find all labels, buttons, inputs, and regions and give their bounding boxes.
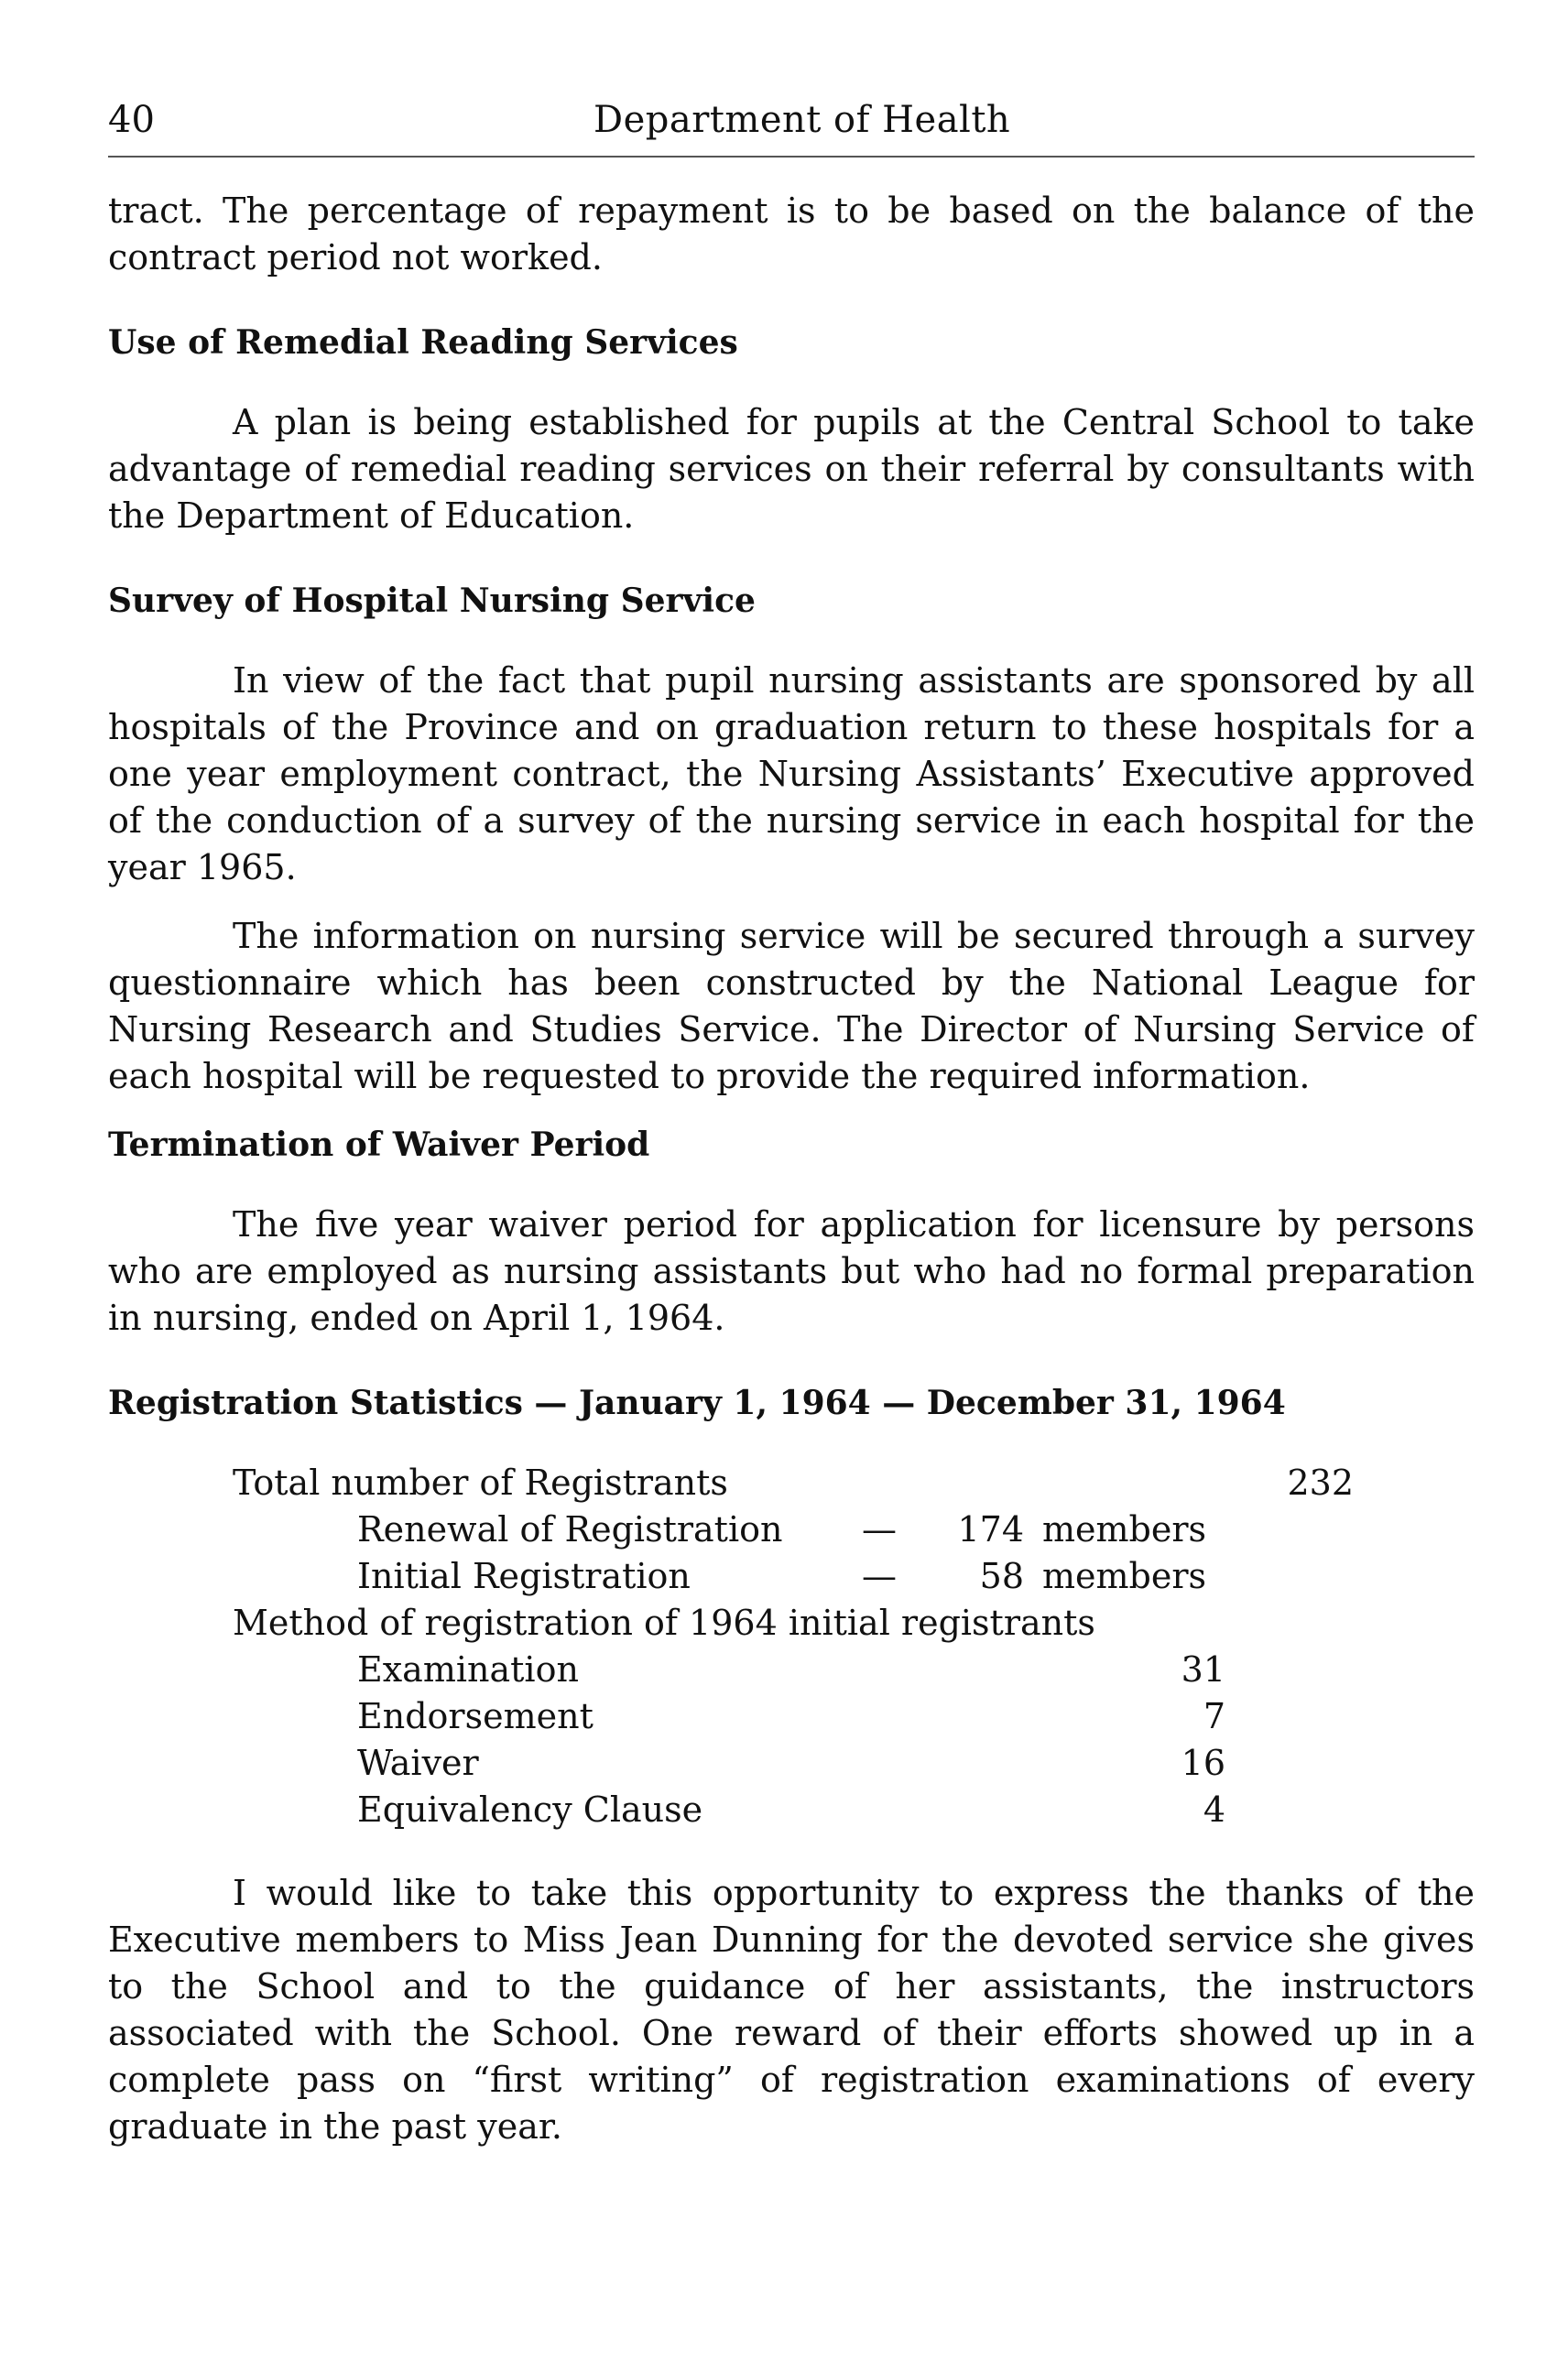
method-label: Examination [357, 1649, 579, 1690]
continued-paragraph: tract. The percentage of repayment is to be based on the balance of the contract period not worked. [108, 190, 1475, 277]
stat-dash-renewal: — [862, 1509, 897, 1550]
header-rule [108, 156, 1475, 158]
stat-label-method: Method of registration of 1964 initial registrants [233, 1603, 1095, 1643]
method-count: 4 [1203, 1789, 1225, 1830]
method-count: 16 [1181, 1743, 1225, 1783]
stat-row-method [108, 1693, 1390, 1740]
paragraph-closing-thanks: I would like to take this opportunity to express the thanks of the Executive members to Miss Jean Dunning for the devoted service she gives to the School and to the guidance of her assistants, the instructors associated with the School. One reward of their efforts showed up in a complete pass on “first writing” of registration examinations of every graduate in the past year. [108, 1873, 1475, 2147]
method-count: 31 [1181, 1649, 1225, 1690]
registration-statistics-table [108, 1460, 1475, 1833]
paragraph-waiver-period: The five year waiver period for application for licensure by persons who are employed as nursing assistants but who had no formal preparation in nursing, ended on April 1, 1964. [108, 1204, 1475, 1338]
page-number: 40 [108, 99, 155, 141]
running-head: Department of Health [593, 99, 1011, 141]
method-label: Equivalency Clause [357, 1789, 703, 1830]
stat-value-initial: 58 [979, 1556, 1024, 1596]
stat-dash-initial: — [862, 1556, 897, 1596]
stat-value-renewal: 174 [957, 1509, 1024, 1550]
paragraph-remedial-reading: A plan is being established for pupils at the Central School to take advantage of remedial reading services on their referral by consultants with the Department of Education. [108, 402, 1475, 536]
method-count: 7 [1203, 1696, 1225, 1736]
page-body [108, 188, 1475, 2150]
stat-row-renewal [108, 1506, 1390, 1553]
section-heading-remedial-reading: Use of Remedial Reading Services [108, 323, 738, 362]
stat-row-total [108, 1460, 1390, 1506]
paragraph-nursing-survey-2: The information on nursing service will be secured through a survey questionnaire which has been constructed by the National League for Nursing Research and Studies Service. The Director of Nursing Service of each hospital will be requested to provide the required information. [108, 916, 1475, 1096]
stat-label-renewal: Renewal of Registration [357, 1509, 783, 1550]
method-label: Waiver [357, 1743, 479, 1783]
stat-row-method [108, 1647, 1390, 1693]
stat-row-method [108, 1787, 1390, 1833]
page-header [108, 88, 1482, 152]
stat-value-total: 232 [1287, 1463, 1354, 1503]
section-heading-waiver-period: Termination of Waiver Period [108, 1126, 650, 1164]
stat-row-method-heading [108, 1600, 1390, 1647]
stat-label-initial: Initial Registration [357, 1556, 691, 1596]
section-heading-registration-statistics: Registration Statistics — January 1, 1964 — December 31, 1964 [108, 1384, 1286, 1422]
stat-row-initial [108, 1553, 1390, 1600]
stat-unit-renewal: members [1042, 1509, 1207, 1550]
paragraph-nursing-survey-1: In view of the fact that pupil nursing assistants are sponsored by all hospitals of the Province and on graduation return to these hospitals for a one year employment contract, the Nursing Assistants’ Executive approved of the conduction of a survey of the nursing service in each hospital for the year 1965. [108, 660, 1475, 887]
section-heading-nursing-survey: Survey of Hospital Nursing Service [108, 582, 756, 620]
method-label: Endorsement [357, 1696, 593, 1736]
stat-unit-initial: members [1042, 1556, 1207, 1596]
stat-label-total: Total number of Registrants [233, 1463, 728, 1503]
stat-row-method [108, 1740, 1390, 1787]
